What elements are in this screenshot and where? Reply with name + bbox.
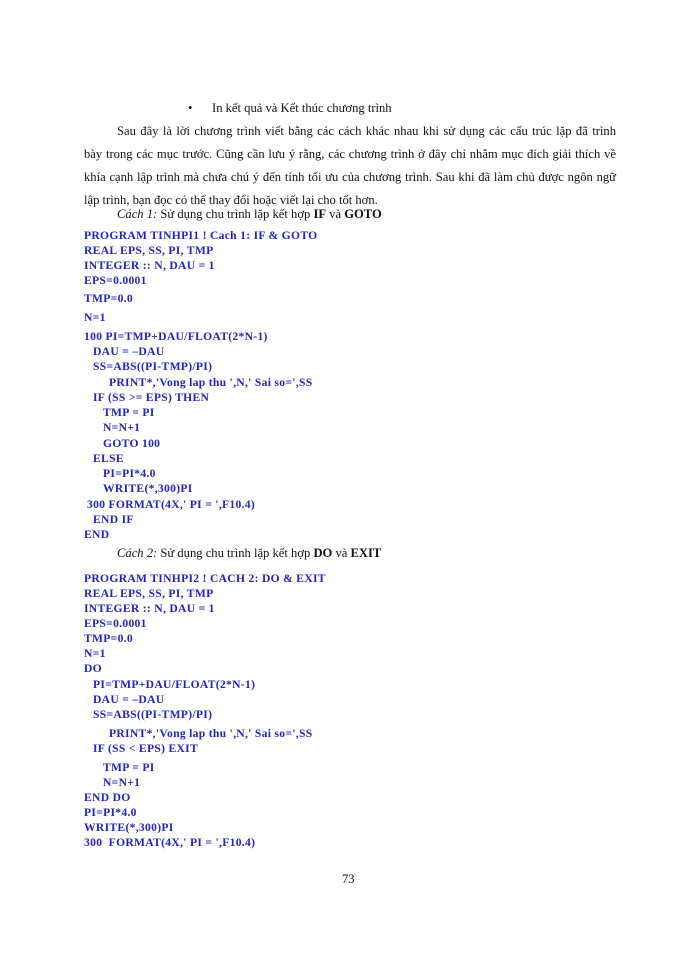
code-line: PRINT*,'Vong lap thu ',N,' Sai so=',SS bbox=[109, 376, 313, 389]
keyword: IF bbox=[313, 207, 327, 221]
code-line: DO bbox=[84, 662, 102, 675]
code-line: N=N+1 bbox=[103, 421, 141, 434]
code-line: END DO bbox=[84, 791, 131, 804]
code-line: ELSE bbox=[93, 452, 124, 465]
code-line: N=1 bbox=[84, 311, 106, 324]
code-line: DAU = –DAU bbox=[93, 345, 165, 358]
code-line: PI=PI*4.0 bbox=[103, 467, 156, 480]
code-line: 300 FORMAT(4X,' PI = ',F10.4) bbox=[84, 836, 256, 849]
code-line: EPS=0.0001 bbox=[84, 617, 147, 630]
code-line: TMP=0.0 bbox=[84, 292, 133, 305]
code-line: PROGRAM TINHPI1 ! Cach 1: IF & GOTO bbox=[84, 229, 318, 242]
code-line: PROGRAM TINHPI2 ! CACH 2: DO & EXIT bbox=[84, 572, 326, 585]
code-line: REAL EPS, SS, PI, TMP bbox=[84, 244, 214, 257]
keyword: DO bbox=[313, 546, 333, 560]
conjunction: và bbox=[326, 207, 345, 221]
code-line: IF (SS < EPS) EXIT bbox=[93, 742, 198, 755]
code-line: SS=ABS((PI-TMP)/PI) bbox=[93, 708, 213, 721]
code-line: N=1 bbox=[84, 647, 106, 660]
code-line: TMP = PI bbox=[103, 761, 155, 774]
conjunction: và bbox=[332, 546, 351, 560]
method-label: Cách 1: bbox=[117, 207, 158, 221]
page-number: 73 bbox=[342, 872, 355, 886]
code-line: END bbox=[84, 528, 110, 541]
method2-heading bbox=[117, 545, 381, 561]
code-line: N=N+1 bbox=[103, 776, 141, 789]
bullet-symbol: • bbox=[188, 101, 193, 115]
code-line: GOTO 100 bbox=[103, 437, 161, 450]
paragraph-line: khía cạnh lập trình mà chưa chú ý đến tính tối ưu của chương trình. Sau khi đã làm chủ được ngôn ngữ bbox=[84, 170, 616, 184]
method-text: Sử dụng chu trình lặp kết hợp bbox=[157, 546, 314, 560]
code-line: TMP = PI bbox=[103, 406, 155, 419]
code-line: 100 PI=TMP+DAU/FLOAT(2*N-1) bbox=[84, 330, 268, 343]
code-line: DAU = –DAU bbox=[93, 693, 165, 706]
code-line: INTEGER :: N, DAU = 1 bbox=[84, 259, 215, 272]
code-line: REAL EPS, SS, PI, TMP bbox=[84, 587, 214, 600]
method1-heading bbox=[117, 206, 382, 222]
code-line: TMP=0.0 bbox=[84, 632, 133, 645]
bullet-text: In kết quả và Kết thúc chương trình bbox=[212, 101, 392, 115]
paragraph-line: Sau đây là lời chương trình viết bằng các cách khác nhau khi sử dụng các cấu trúc lặp đã trình bbox=[117, 124, 616, 138]
code-line: END IF bbox=[93, 513, 134, 526]
code-line: IF (SS >= EPS) THEN bbox=[93, 391, 210, 404]
code-line: SS=ABS((PI-TMP)/PI) bbox=[93, 360, 213, 373]
code-line: PI=TMP+DAU/FLOAT(2*N-1) bbox=[93, 678, 256, 691]
code-line: PI=PI*4.0 bbox=[84, 806, 137, 819]
code-line: WRITE(*,300)PI bbox=[103, 482, 193, 495]
code-line: INTEGER :: N, DAU = 1 bbox=[84, 602, 215, 615]
code-line: 300 FORMAT(4X,' PI = ',F10.4) bbox=[87, 498, 256, 511]
paragraph-line: bày trong các mục trước. Cũng cần lưu ý rằng, các chương trình ở đây chỉ nhằm mục đích giải thích về bbox=[84, 147, 616, 161]
code-line: PRINT*,'Vong lap thu ',N,' Sai so=',SS bbox=[109, 727, 313, 740]
keyword: EXIT bbox=[350, 546, 382, 560]
code-line: WRITE(*,300)PI bbox=[84, 821, 174, 834]
method-text: Sử dụng chu trình lặp kết hợp bbox=[157, 207, 314, 221]
paragraph-line: lập trình, bạn đọc có thể thay đổi hoặc viết lại cho tốt hơn. bbox=[84, 193, 378, 207]
method-label: Cách 2: bbox=[117, 546, 158, 560]
keyword: GOTO bbox=[344, 207, 382, 221]
code-line: EPS=0.0001 bbox=[84, 274, 147, 287]
